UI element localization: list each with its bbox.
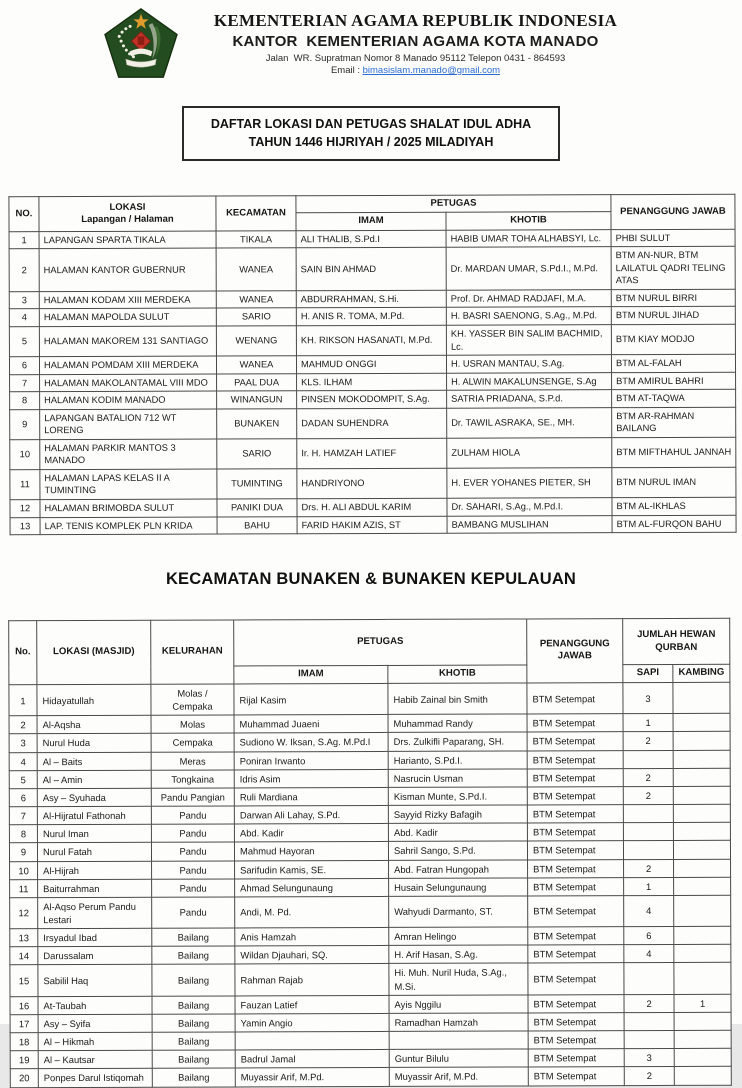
cell-pj: BTM AT-TAQWA	[612, 390, 736, 408]
cell-pj: BTM AMIRUL BAHRI	[612, 372, 736, 390]
cell-lokasi: Al – Amin	[37, 770, 151, 789]
table1-header-lokasi-line1: LOKASI	[109, 201, 146, 213]
cell-imam: Sudiono W. Iksan, S.Ag. M.Pd.I	[234, 733, 388, 752]
cell-kelurahan: Molas / Cempaka	[151, 684, 234, 716]
cell-lokasi: Nurul Huda	[37, 734, 151, 753]
cell-lokasi: HALAMAN PARKIR MANTOS 3 MANADO	[40, 439, 217, 470]
cell-pj: BTM Setempat	[528, 927, 624, 945]
cell-khotib: BAMBANG MUSLIHAN	[447, 515, 612, 533]
cell-kambing	[673, 750, 730, 768]
cell-khotib	[389, 1031, 528, 1050]
cell-kambing	[674, 859, 731, 877]
cell-pj: BTM Setempat	[528, 945, 624, 963]
cell-khotib: Abd. Kadir	[388, 823, 527, 842]
cell-kambing	[674, 963, 731, 995]
cell-kambing: 1	[674, 994, 731, 1012]
cell-imam: FARID HAKIM AZIS, ST	[297, 516, 447, 534]
cell-khotib: Dr. TAWIL ASRAKA, SE., MH.	[447, 408, 612, 439]
table-row	[9, 247, 735, 292]
cell-kambing	[673, 841, 730, 859]
cell-kelurahan: Cempaka	[151, 734, 234, 752]
table1-header-no: NO.	[9, 197, 39, 232]
cell-khotib: Harianto, S.Pd.I.	[388, 751, 527, 770]
table-bunaken-mosques	[8, 618, 732, 1088]
cell-sapi	[623, 805, 673, 823]
cell-pj: BTM Setempat	[527, 805, 623, 823]
cell-no: 12	[10, 500, 40, 518]
cell-imam: Badrul Jamal	[235, 1050, 389, 1069]
kemenag-logo-icon	[103, 7, 179, 79]
cell-kambing	[674, 1049, 731, 1067]
cell-khotib: ZULHAM HIOLA	[447, 438, 612, 469]
cell-sapi: 3	[624, 1049, 674, 1067]
cell-lokasi: At-Taubah	[38, 996, 152, 1015]
cell-kambing	[674, 895, 731, 927]
cell-kelurahan: Pandu Pangian	[151, 788, 234, 806]
cell-imam: MAHMUD ONGGI	[296, 356, 446, 374]
cell-khotib: Nasrucin Usman	[388, 769, 527, 788]
cell-pj: BTM AL-FALAH	[611, 355, 735, 373]
cell-khotib: H. ALWIN MAKALUNSENGE, S.Ag	[447, 373, 612, 391]
cell-no: 1	[9, 685, 37, 716]
table2-header-lokasi: LOKASI (MASJID)	[37, 621, 151, 685]
cell-imam: Wildan Djauhari, SQ.	[235, 946, 389, 965]
cell-sapi: 2	[624, 859, 674, 877]
cell-imam: Ruli Mardiana	[234, 788, 388, 807]
table2-header-khotib: KHOTIB	[388, 665, 527, 683]
table2-header-sapi: SAPI	[623, 665, 673, 683]
cell-lokasi: Baiturrahman	[38, 879, 152, 898]
cell-kecamatan: TIKALA	[216, 231, 296, 249]
cell-kelurahan: Tongkaina	[151, 770, 234, 788]
cell-pj: BTM AL-IKHLAS	[612, 497, 736, 515]
table2-body	[9, 683, 731, 1088]
cell-no: 3	[9, 734, 37, 752]
cell-khotib: H. USRAN MANTAU, S.Ag.	[446, 355, 611, 373]
cell-no: 20	[10, 1069, 38, 1087]
cell-khotib: SATRIA PRIADANA, S.P.d.	[447, 390, 612, 408]
cell-no: 6	[9, 357, 39, 375]
cell-pj: BTM Setempat	[527, 732, 623, 750]
cell-khotib: Prof. Dr. AHMAD RADJAFI, M.A.	[446, 290, 611, 308]
cell-lokasi: LAP. TENIS KOMPLEK PLN KRIDA	[40, 517, 217, 535]
cell-pj: BTM NURUL IMAN	[612, 467, 736, 498]
cell-sapi: 4	[624, 896, 674, 927]
cell-pj: BTM Setempat	[528, 896, 624, 928]
cell-no: 13	[10, 929, 38, 947]
cell-pj: BTM Setempat	[528, 1031, 624, 1049]
cell-no: 3	[9, 292, 39, 310]
cell-lokasi: Sabilil Haq	[38, 965, 152, 997]
cell-lokasi: Asy – Syuhada	[37, 788, 151, 807]
cell-sapi: 2	[624, 1067, 674, 1085]
cell-kelurahan: Pandu	[152, 861, 235, 879]
cell-khotib: Drs. Zulkifli Paparang, SH.	[388, 733, 527, 752]
cell-no: 9	[9, 843, 37, 861]
cell-khotib: HABIB UMAR TOHA ALHABSYI, Lc.	[446, 230, 611, 248]
cell-imam: HANDRIYONO	[297, 468, 447, 499]
cell-no: 2	[9, 249, 39, 292]
cell-imam: SAIN BIN AHMAD	[296, 248, 446, 291]
cell-kambing	[674, 1067, 731, 1085]
cell-kelurahan: Pandu	[152, 879, 235, 897]
cell-no: 6	[9, 789, 37, 807]
table2-header-jumlah: JUMLAH HEWAN QURBAN	[623, 619, 730, 665]
cell-kelurahan: Pandu	[151, 824, 234, 842]
cell-pj: PHBI SULUT	[611, 229, 735, 247]
cell-lokasi: Al – Baits	[37, 752, 151, 771]
cell-lokasi: LAPANGAN BATALION 712 WT LORENG	[40, 409, 217, 440]
table-idul-adha-locations	[8, 194, 736, 536]
cell-imam: Rahman Rajab	[235, 964, 389, 996]
ministry-name: KEMENTERIAN AGAMA REPUBLIK INDONESIA	[213, 11, 618, 30]
table1-header-lokasi	[39, 196, 216, 231]
cell-kambing	[673, 805, 730, 823]
cell-pj: BTM Setempat	[528, 1049, 624, 1067]
cell-imam: Muyassir Arif, M.Pd.	[235, 1068, 389, 1087]
cell-no: 16	[10, 997, 38, 1015]
table2-header-petugas: PETUGAS	[234, 619, 527, 666]
cell-kecamatan: SARIO	[216, 308, 296, 326]
cell-no: 7	[10, 375, 40, 393]
cell-kelurahan: Bailang	[152, 965, 235, 997]
table1-header-petugas: PETUGAS	[296, 195, 611, 213]
cell-pj: BTM Setempat	[528, 878, 624, 896]
cell-imam: KLS. ILHAM	[297, 373, 447, 391]
cell-sapi	[624, 1013, 674, 1031]
cell-kecamatan: WINANGUN	[217, 391, 297, 409]
cell-imam: Muhammad Juaeni	[234, 715, 388, 734]
cell-lokasi: HALAMAN MAKOREM 131 SANTIAGO	[39, 326, 216, 357]
table-row	[9, 683, 730, 717]
table2-header-imam: IMAM	[234, 666, 388, 684]
letterhead-text	[179, 7, 712, 76]
cell-lokasi: Nurul Iman	[37, 825, 151, 844]
cell-no: 19	[10, 1051, 38, 1069]
cell-sapi: 2	[623, 787, 673, 805]
cell-lokasi: Irsyadul Ibad	[38, 929, 152, 948]
cell-kelurahan: Bailang	[152, 928, 235, 946]
table-row	[10, 407, 736, 440]
table1-header-lokasi-line2: Lapangan / Halaman	[81, 213, 174, 226]
cell-lokasi: HALAMAN MAPOLDA SULUT	[39, 309, 216, 327]
cell-lokasi: HALAMAN BRIMOBDA SULUT	[40, 499, 217, 517]
cell-lokasi: HALAMAN LAPAS KELAS II A TUMINTING	[40, 469, 217, 500]
cell-kecamatan: TUMINTING	[217, 469, 297, 499]
cell-imam: PINSEN MOKODOMPIT, S.Ag.	[297, 391, 447, 409]
cell-khotib: Ramadhan Hamzah	[389, 1013, 528, 1032]
cell-sapi: 1	[623, 714, 673, 732]
cell-kelurahan: Bailang	[152, 996, 235, 1014]
section-title: KECAMATAN BUNAKEN & BUNAKEN KEPULAUAN	[165, 570, 577, 589]
table1-header-khotib: KHOTIB	[446, 212, 611, 230]
cell-no: 17	[10, 1015, 38, 1033]
table1-header-imam: IMAM	[296, 213, 446, 231]
table-row	[9, 324, 735, 357]
cell-kambing	[673, 823, 730, 841]
table1-header-pj: PENANGGUNG JAWAB	[611, 194, 735, 229]
cell-kelurahan: Bailang	[152, 947, 235, 965]
cell-khotib: Wahyudi Darmanto, ST.	[389, 896, 528, 928]
cell-imam: Yamin Angio	[235, 1014, 389, 1033]
cell-pj: BTM KIAY MODJO	[611, 324, 735, 355]
cell-lokasi: HALAMAN KANTOR GUBERNUR	[39, 249, 216, 292]
cell-sapi	[624, 1031, 674, 1049]
cell-kecamatan: WANEA	[216, 291, 296, 309]
cell-pj: BTM AL-FURQON BAHU	[612, 515, 736, 533]
cell-kambing	[673, 683, 730, 715]
cell-kelurahan: Pandu	[152, 897, 235, 929]
cell-kambing	[674, 1012, 731, 1030]
cell-sapi: 2	[624, 995, 674, 1013]
cell-pj: BTM Setempat	[528, 963, 624, 995]
cell-imam: Ahmad Selungunaung	[235, 878, 389, 897]
table2-header-kelurahan: KELURAHAN	[151, 620, 234, 684]
cell-kecamatan: PAAL DUA	[217, 374, 297, 392]
cell-khotib: Ayis Nggilu	[389, 995, 528, 1014]
cell-pj: BTM Setempat	[528, 859, 624, 877]
cell-imam: DADAN SUHENDRA	[297, 408, 447, 439]
cell-khotib: Dr. MARDAN UMAR, S.Pd.I., M.Pd.	[446, 247, 611, 290]
cell-khotib: KH. YASSER BIN SALIM BACHMID, Lc.	[446, 325, 611, 356]
cell-kambing	[673, 768, 730, 786]
cell-khotib: Kisman Munte, S.Pd.I.	[388, 787, 527, 806]
cell-kelurahan: Bailang	[152, 1069, 235, 1087]
cell-no: 11	[10, 880, 38, 898]
cell-pj: BTM Setempat	[527, 823, 623, 841]
cell-imam: Mahmud Hayoran	[234, 842, 388, 861]
cell-imam: Abd. Kadir	[234, 824, 388, 843]
cell-no: 5	[9, 771, 37, 789]
cell-pj: BTM Setempat	[527, 787, 623, 805]
table1-header-kecamatan: KECAMATAN	[216, 196, 296, 231]
cell-lokasi: Al-Aqsha	[37, 716, 151, 735]
cell-kelurahan: Meras	[151, 752, 234, 770]
cell-imam: Sarifudin Kamis, SE.	[235, 860, 389, 879]
cell-kecamatan: BUNAKEN	[217, 409, 297, 439]
cell-lokasi: Al – Kautsar	[38, 1051, 152, 1070]
table-row	[10, 437, 736, 470]
cell-khotib: Amran Helingo	[389, 927, 528, 946]
title-line-2: TAHUN 1446 HIJRIYAH / 2025 MILADIYAH	[248, 135, 494, 150]
cell-khotib: Habib Zainal bin Smith	[388, 683, 527, 715]
cell-pj: BTM NURUL JIHAD	[611, 307, 735, 325]
cell-kelurahan: Bailang	[152, 1032, 235, 1050]
cell-no: 7	[9, 807, 37, 825]
cell-lokasi: HALAMAN KODIM MANADO	[40, 391, 217, 409]
cell-no: 8	[10, 392, 40, 410]
cell-pj: BTM Setempat	[527, 769, 623, 787]
cell-pj: BTM Setempat	[527, 751, 623, 769]
cell-imam: ABDURRAHMAN, S.Hi.	[296, 290, 446, 308]
cell-khotib: Husain Selungunaung	[389, 878, 528, 897]
cell-pj: BTM Setempat	[527, 841, 623, 859]
cell-sapi: 2	[623, 768, 673, 786]
cell-khotib: Guntur Bilulu	[389, 1049, 528, 1068]
table1-header	[9, 194, 735, 231]
cell-no: 2	[9, 716, 37, 734]
cell-lokasi: Al – Hikmah	[38, 1033, 152, 1052]
cell-imam: ALI THALIB, S.Pd.I	[296, 230, 446, 248]
cell-sapi: 3	[623, 683, 673, 714]
cell-no: 18	[10, 1033, 38, 1051]
cell-lokasi: Al-Aqso Perum Pandu Lestari	[38, 897, 152, 929]
cell-lokasi: HALAMAN KODAM XIII MERDEKA	[39, 291, 216, 309]
address-line: Jalan WR. Supratman Nomor 8 Manado 95112 Telepon 0431 - 864593	[265, 53, 566, 64]
cell-khotib: Muyassir Arif, M.Pd.	[389, 1068, 528, 1087]
table-row	[10, 895, 731, 929]
cell-kecamatan: PANIKI DUA	[217, 499, 297, 517]
cell-lokasi: Al-Hijrah	[38, 861, 152, 880]
cell-pj: BTM Setempat	[528, 995, 624, 1013]
cell-kelurahan: Bailang	[152, 1014, 235, 1032]
cell-kelurahan: Bailang	[152, 1051, 235, 1069]
cell-sapi: 4	[624, 945, 674, 963]
cell-lokasi: HALAMAN POMDAM XIII MERDEKA	[39, 356, 216, 374]
table2-header-pj: PENANGGUNG JAWAB	[527, 619, 623, 683]
cell-kecamatan: BAHU	[217, 517, 297, 535]
cell-khotib: Muhammad Randy	[388, 715, 527, 734]
cell-sapi	[623, 823, 673, 841]
cell-kambing	[673, 714, 730, 732]
cell-khotib: Abd. Fatran Hungopah	[389, 860, 528, 879]
cell-lokasi: Al-Hijratul Fathonah	[37, 807, 151, 826]
cell-sapi	[623, 841, 673, 859]
table-row	[10, 963, 731, 997]
cell-pj: BTM AR-RAHMAN BAILANG	[612, 407, 736, 438]
cell-lokasi: Nurul Fatah	[37, 843, 151, 862]
cell-pj: BTM NURUL BIRRI	[611, 289, 735, 307]
cell-kelurahan: Pandu	[151, 806, 234, 824]
cell-lokasi: Darussalam	[38, 947, 152, 966]
cell-pj: BTM Setempat	[527, 683, 623, 715]
cell-imam: H. ANIS R. TOMA, M.Pd.	[296, 308, 446, 326]
cell-imam: Ir. H. HAMZAH LATIEF	[297, 438, 447, 469]
cell-sapi: 2	[623, 732, 673, 750]
cell-kambing	[673, 786, 730, 804]
letterhead	[0, 0, 742, 79]
cell-pj: BTM MIFTHAHUL JANNAH	[612, 437, 736, 468]
cell-no: 11	[10, 470, 40, 500]
cell-no: 15	[10, 965, 38, 996]
cell-lokasi: Ponpes Darul Istiqomah	[38, 1069, 152, 1088]
cell-no: 8	[9, 825, 37, 843]
cell-lokasi: Hidayatullah	[37, 685, 151, 717]
table2-header-kambing: KAMBING	[673, 665, 730, 683]
cell-lokasi: HALAMAN MAKOLANTAMAL VIII MDO	[40, 374, 217, 392]
cell-imam: Anis Hamzah	[235, 928, 389, 947]
title-box	[182, 106, 560, 161]
cell-khotib: Sayyid Rizky Bafagih	[388, 805, 527, 824]
cell-imam: Darwan Ali Lahay, S.Pd.	[234, 806, 388, 825]
cell-lokasi: LAPANGAN SPARTA TIKALA	[39, 231, 216, 249]
cell-imam: Fauzan Latief	[235, 996, 389, 1015]
cell-imam: Andi, M. Pd.	[235, 897, 389, 929]
cell-khotib: H. Arif Hasan, S.Ag.	[389, 946, 528, 965]
cell-no: 4	[9, 753, 37, 771]
email-link[interactable]: bimasislam.manado@gmail.com	[362, 65, 501, 76]
cell-imam: Rijal Kasim	[234, 684, 388, 716]
table-row	[10, 467, 736, 500]
cell-pj: BTM Setempat	[528, 1067, 624, 1085]
table2-header-no: No.	[9, 621, 37, 685]
cell-lokasi: Asy – Syifa	[38, 1014, 152, 1033]
cell-no: 9	[10, 410, 40, 440]
email-line	[179, 65, 652, 76]
cell-sapi	[623, 750, 673, 768]
cell-sapi: 1	[624, 877, 674, 895]
cell-kelurahan: Molas	[151, 716, 234, 734]
cell-pj: BTM AN-NUR, BTM LAILATUL QADRI TELING ATAS	[611, 247, 735, 290]
table2-header	[9, 619, 730, 685]
cell-kambing	[673, 732, 730, 750]
cell-imam: Drs. H. ALI ABDUL KARIM	[297, 498, 447, 516]
cell-imam: Poniran Irwanto	[234, 751, 388, 770]
cell-khotib: Sahril Sango, S.Pd.	[388, 842, 527, 861]
cell-imam	[235, 1032, 389, 1051]
cell-kambing	[674, 877, 731, 895]
email-label: Email :	[330, 65, 363, 76]
cell-kelurahan: Pandu	[151, 843, 234, 861]
cell-no: 12	[10, 898, 38, 929]
cell-no: 4	[9, 309, 39, 327]
cell-no: 13	[10, 517, 40, 535]
cell-kecamatan: WANEA	[216, 248, 296, 291]
cell-kambing	[674, 927, 731, 945]
cell-kecamatan: WENANG	[216, 326, 296, 356]
cell-kambing	[674, 945, 731, 963]
cell-kecamatan: SARIO	[217, 439, 297, 469]
cell-khotib: H. EVER YOHANES PIETER, SH	[447, 468, 612, 499]
cell-no: 1	[9, 232, 39, 250]
cell-no: 5	[9, 327, 39, 357]
cell-kambing	[674, 1031, 731, 1049]
table-row	[10, 515, 736, 535]
cell-kecamatan: WANEA	[216, 356, 296, 374]
cell-no: 10	[10, 861, 38, 879]
cell-no: 10	[10, 440, 40, 470]
title-line-1: DAFTAR LOKASI DAN PETUGAS SHALAT IDUL ADHA	[210, 117, 532, 131]
cell-khotib: H. BASRI SAENONG, S.Ag., M.Pd.	[446, 307, 611, 325]
table1-body	[9, 229, 736, 535]
cell-imam: KH. RIKSON HASANATI, M.Pd.	[296, 325, 446, 356]
cell-sapi	[624, 963, 674, 994]
cell-khotib: Dr. SAHARI, S.Ag., M.Pd.I.	[447, 498, 612, 516]
cell-sapi: 6	[624, 927, 674, 945]
cell-pj: BTM Setempat	[527, 714, 623, 732]
table-row	[10, 1067, 731, 1088]
cell-khotib: Hi. Muh. Nuril Huda, S.Ag., M.Si.	[389, 964, 528, 996]
cell-pj: BTM Setempat	[528, 1013, 624, 1031]
cell-imam: Idris Asim	[234, 769, 388, 788]
office-name: KANTOR KEMENTERIAN AGAMA KOTA MANADO	[232, 33, 599, 50]
cell-no: 14	[10, 947, 38, 965]
